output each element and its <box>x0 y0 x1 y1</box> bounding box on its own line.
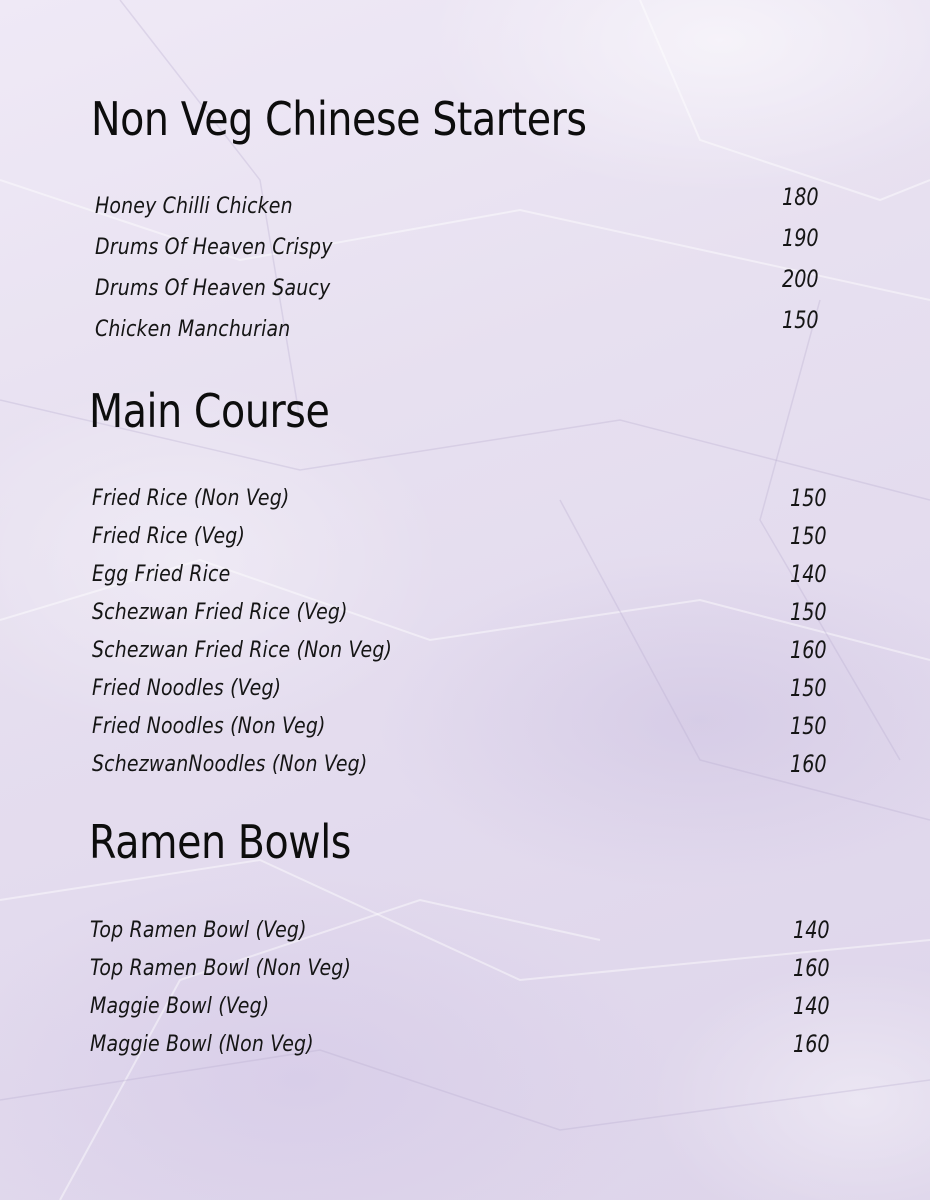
menu-item-name: Maggie Bowl (Non Veg) <box>90 1032 314 1057</box>
menu-item-name: Drums Of Heaven Crispy <box>95 235 333 260</box>
menu-item-name: Schezwan Fried Rice (Veg) <box>92 600 348 625</box>
menu-item-price: 160 <box>793 954 830 982</box>
menu-item-price: 150 <box>790 484 827 512</box>
menu-item-price: 150 <box>790 712 827 740</box>
menu-item-price: 150 <box>790 674 827 702</box>
menu-item-name: Chicken Manchurian <box>95 317 291 342</box>
menu-item-name: Top Ramen Bowl (Non Veg) <box>90 956 352 981</box>
menu-item-name: Fried Noodles (Veg) <box>92 676 282 701</box>
section-title-ramen-bowls: Ramen Bowls <box>89 815 351 869</box>
menu-item-price: 140 <box>790 560 827 588</box>
menu-item-name: Fried Rice (Non Veg) <box>92 486 290 511</box>
menu-item-price: 160 <box>790 750 827 778</box>
menu-item-name: Honey Chilli Chicken <box>95 194 293 219</box>
menu-item-price: 180 <box>782 183 819 211</box>
menu-item-name: Fried Rice (Veg) <box>92 524 246 549</box>
menu-item-price: 150 <box>782 306 819 334</box>
menu-item-name: SchezwanNoodles (Non Veg) <box>92 752 368 777</box>
menu-item-name: Maggie Bowl (Veg) <box>90 994 270 1019</box>
menu-item-name: Schezwan Fried Rice (Non Veg) <box>92 638 393 663</box>
menu-item-name: Top Ramen Bowl (Veg) <box>90 918 307 943</box>
menu-item-name: Egg Fried Rice <box>92 562 231 587</box>
menu-item-price: 140 <box>793 992 830 1020</box>
menu-item-price: 150 <box>790 522 827 550</box>
menu-item-name: Drums Of Heaven Saucy <box>95 276 331 301</box>
menu-item-name: Fried Noodles (Non Veg) <box>92 714 326 739</box>
section-title-non-veg-chinese-starters: Non Veg Chinese Starters <box>91 92 587 146</box>
menu-item-price: 190 <box>782 224 819 252</box>
menu-item-price: 160 <box>790 636 827 664</box>
menu-item-price: 150 <box>790 598 827 626</box>
section-title-main-course: Main Course <box>89 384 330 438</box>
menu-item-price: 160 <box>793 1030 830 1058</box>
menu-item-price: 140 <box>793 916 830 944</box>
menu-item-price: 200 <box>782 265 819 293</box>
